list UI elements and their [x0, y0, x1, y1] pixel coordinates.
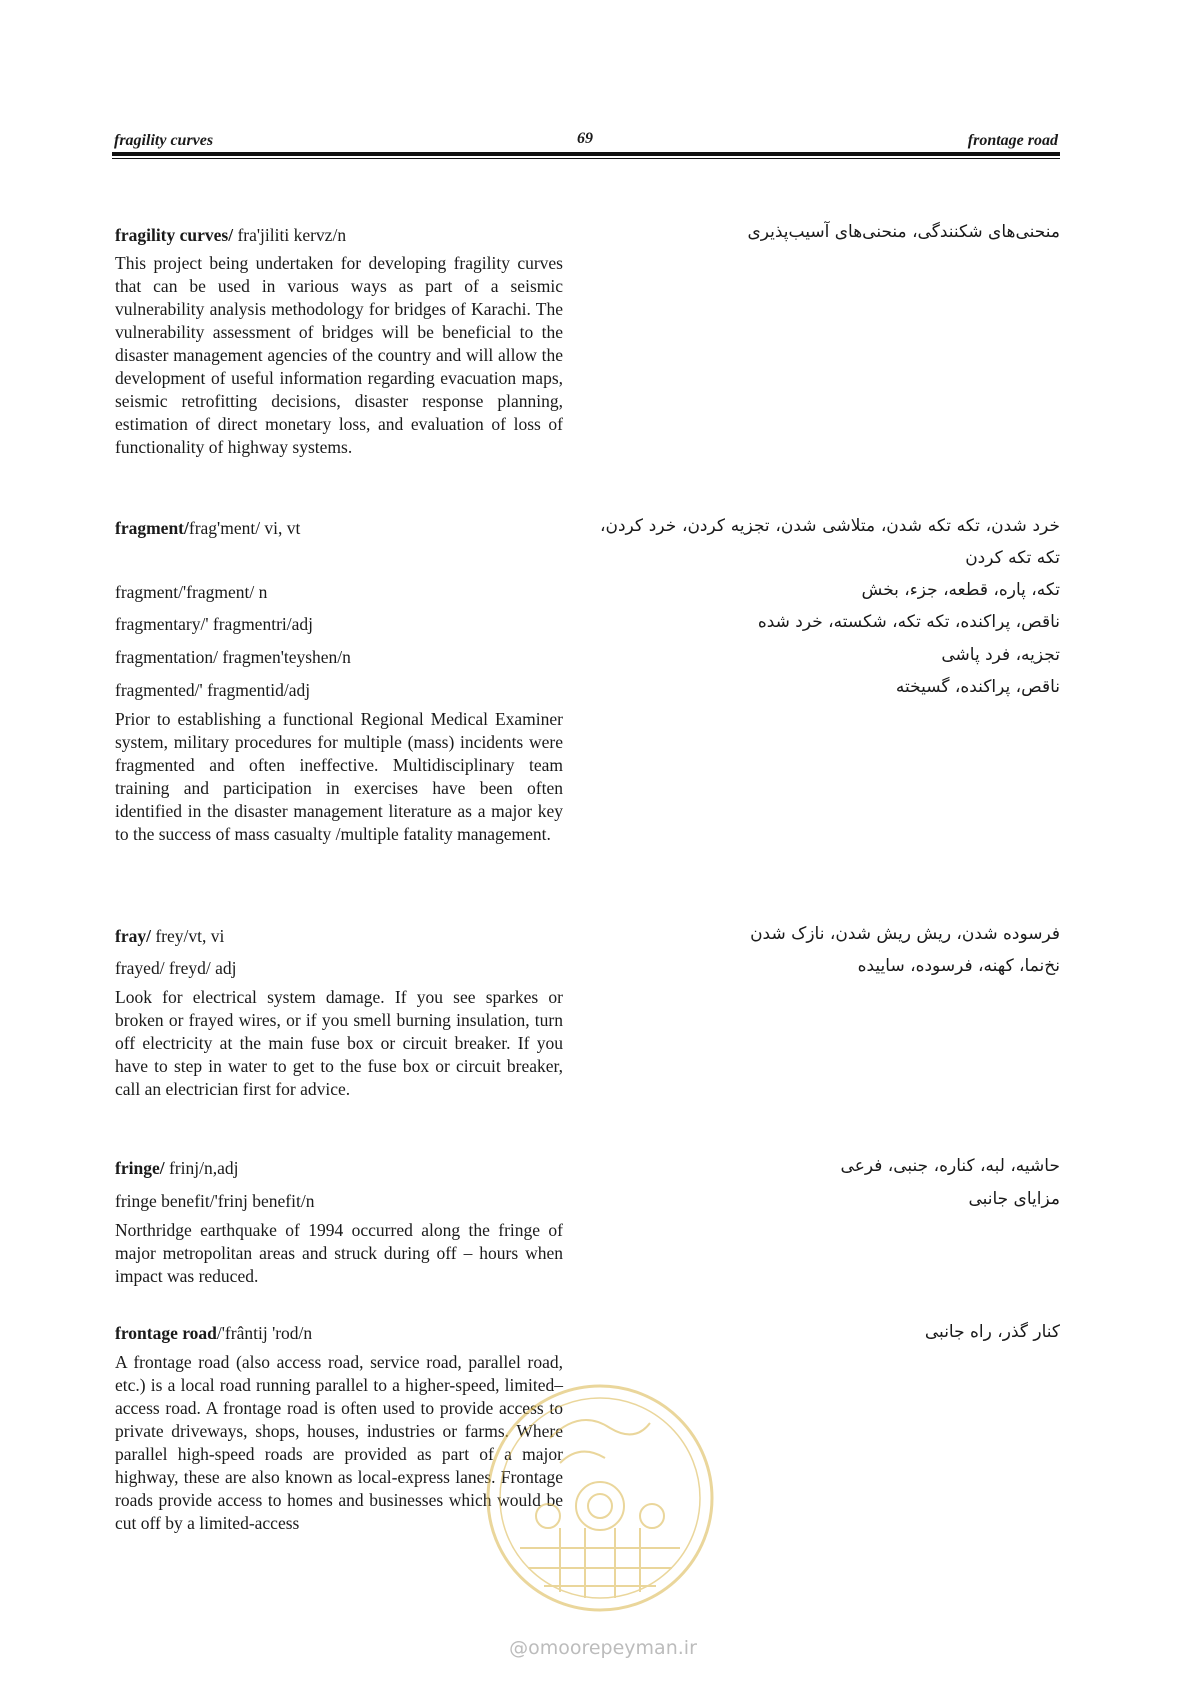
- pronunciation: frag'ment/ vi, vt: [188, 518, 301, 538]
- page-header: [112, 128, 1060, 150]
- translation-fragmentation: تجزیه، فرد پاشی: [941, 645, 1060, 665]
- translation-fragment: خرد شدن، تکه تکه شدن، متلاشی شدن، تجزیه کردن، خرد کردن، تکه تکه کردن: [600, 516, 1060, 568]
- example-fringe: Northridge earthquake of 1994 occurred along the fringe of major metropolitan areas and struck during off – hours when impact was reduced.: [115, 1220, 563, 1286]
- translation-frontage-road: کنار گذر، راه جانبی: [924, 1322, 1060, 1342]
- example-frontage-road: A frontage road (also access road, service road, parallel road, etc.) is a local road running parallel to a higher-speed, limited–access road. A frontage road is often used to provide access to private driveways, shops, houses, industries or farms. Where parallel high-speed roads are provided as part of a major highway, these are also known as local-express lanes. Frontage roads provide access to homes and businesses which would be cut off by a limited-access: [115, 1352, 563, 1533]
- subentry-fragmented: fragmented/' fragmentid/adj: [115, 680, 311, 700]
- translation-fragment-n: تکه، پاره، قطعه، جزء، بخش: [861, 580, 1060, 600]
- translation-fragmented: ناقص، پراکنده، گسیخته: [895, 677, 1060, 697]
- watermark-site-text: @omoorepeyman.ir: [509, 1637, 697, 1659]
- subentry-fragmentation: fragmentation/ fragmen'teyshen/n: [115, 647, 351, 667]
- example-fray: Look for electrical system damage. If you see sparkes or broken or frayed wires, or if you smell burning insulation, turn off electricity at the main fuse box or circuit breaker. If you have to step in water to get to the fuse box or circuit breaker, call an electrician first for advice.: [115, 987, 563, 1099]
- entry-fray: [115, 925, 563, 948]
- pronunciation: /'frântij 'rod/n: [216, 1323, 313, 1343]
- header-rule-thin: [112, 158, 1060, 159]
- subentry-frayed: frayed/ freyd/ adj: [115, 958, 237, 978]
- translation-frayed: نخ‌نما، کهنه، فرسوده، ساییده: [857, 956, 1060, 976]
- header-rule-thick: [112, 152, 1060, 156]
- translation-fray: فرسوده شدن، ریش ریش شدن، نازک شدن: [750, 924, 1060, 944]
- translation-fringe: حاشیه، لبه، کناره، جنبی، فرعی: [840, 1156, 1060, 1176]
- headword: fragility curves/: [115, 225, 234, 245]
- entry-fragment: [115, 517, 563, 540]
- headword: frontage road: [115, 1323, 217, 1343]
- entry-fringe: [115, 1157, 563, 1180]
- translation-fringe-benefit: مزایای جانبی: [968, 1189, 1060, 1209]
- pronunciation: fra'jiliti kervz/n: [233, 225, 347, 245]
- header-first-term: fragility curves: [114, 132, 214, 149]
- translation-fragility-curves: منحنی‌های شکنندگی، منحنی‌های آسیب‌پذیری: [747, 222, 1060, 242]
- subentry-fragmentary: fragmentary/' fragmentri/adj: [115, 614, 313, 634]
- subentry-fringe-benefit: fringe benefit/'frinj benefit/n: [115, 1191, 315, 1211]
- header-last-term: frontage road: [967, 132, 1058, 149]
- translation-fragmentary: ناقص، پراکنده، تکه تکه، شکسته، خرد شده: [757, 612, 1060, 632]
- page-number: 69: [577, 130, 593, 147]
- example-fragility-curves: This project being undertaken for developing fragility curves that can be used in various ways as part of a seismic vulnerability analysis methodology for bridges of Karachi. The vulnerability assessment of bridges will be beneficial to the disaster management agencies of the country and will allow the development of useful information regarding evacuation maps, seismic retrofitting decisions, disaster response planning, estimation of direct monetary loss, and evaluation of loss of functionality of highway systems.: [115, 253, 563, 457]
- subentry-fragment-n: fragment/'fragment/ n: [115, 582, 268, 602]
- headword: fray/: [115, 926, 151, 946]
- headword: fringe/: [115, 1158, 165, 1178]
- entry-frontage-road: [115, 1322, 563, 1345]
- pronunciation: frinj/n,adj: [164, 1158, 239, 1178]
- pronunciation: frey/vt, vi: [150, 926, 225, 946]
- entry-fragility-curves: [115, 224, 563, 247]
- example-fragment: Prior to establishing a functional Regional Medical Examiner system, military procedures for multiple (mass) incidents were fragmented and often ineffective. Multidisciplinary team training and participation in exercises have been often identified in the disaster management literature as a major key to the success of mass casualty /multiple fatality management.: [115, 709, 563, 844]
- headword: fragment/: [115, 518, 189, 538]
